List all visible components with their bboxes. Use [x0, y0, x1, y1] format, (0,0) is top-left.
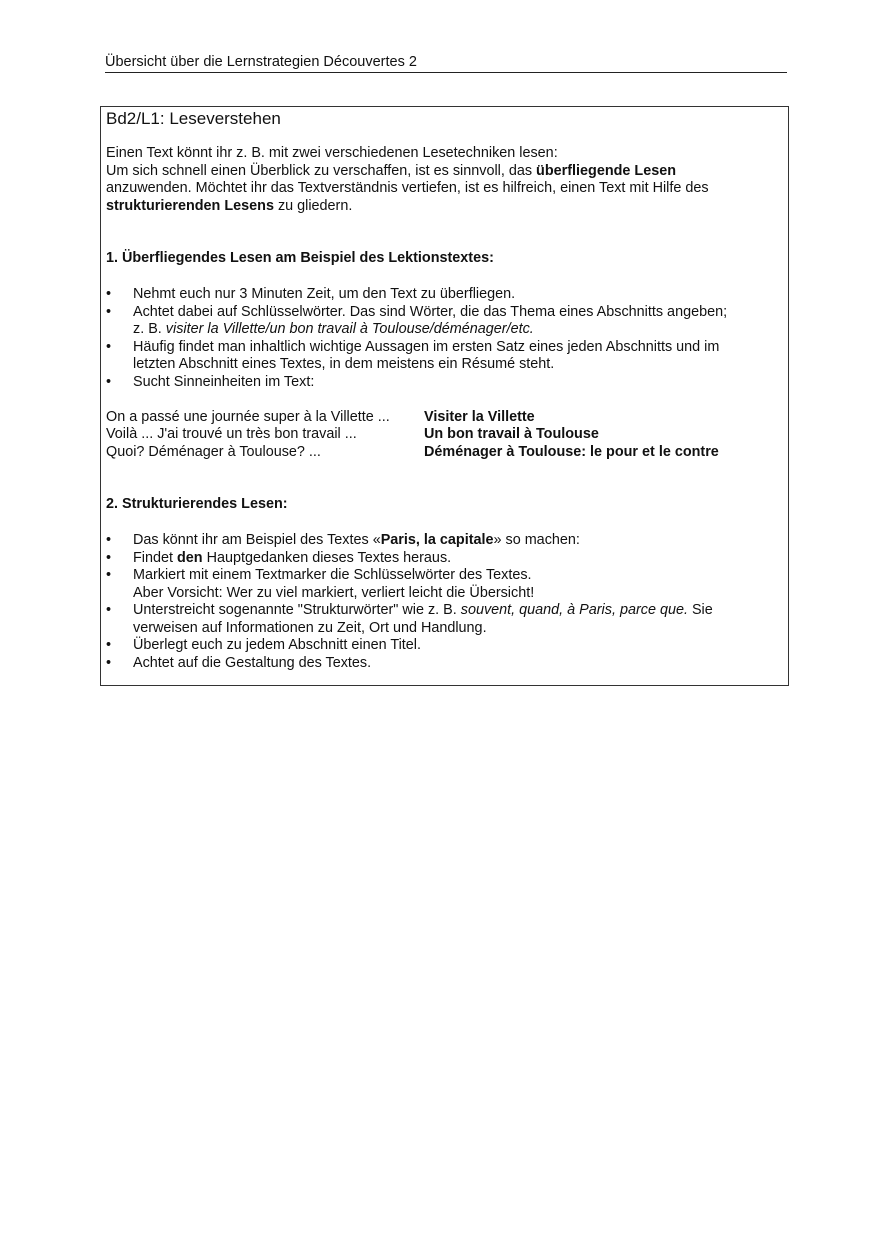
meaning-unit-row [106, 409, 781, 427]
list-item: • Überlegt euch zu jedem Abschnitt einen Titel. [106, 637, 781, 655]
meaning-unit-quote: On a passé une journée super à la Villette ... [106, 408, 390, 425]
intro-term-structuring: strukturierenden Lesens [106, 197, 274, 214]
meaning-units [106, 409, 781, 462]
intro-paragraph [106, 145, 781, 215]
list-item: • Nehmt euch nur 3 Minuten Zeit, um den Text zu überfliegen. [106, 286, 781, 304]
section-2-list [106, 532, 781, 673]
strategy-box [100, 106, 789, 686]
section-2-heading: 2. Strukturierendes Lesen: [106, 496, 288, 513]
structure-word-examples: souvent, quand, à Paris, parce que. [460, 602, 688, 619]
meaning-unit-row [106, 426, 781, 444]
intro-term-skimming: überfliegende Lesen [536, 162, 676, 179]
keyword-examples: visiter la Villette/un bon travail à Toulouse/déménager/etc. [165, 321, 534, 338]
list-item: • Sucht Sinneinheiten im Text: [106, 374, 781, 392]
list-item: • Häufig findet man inhaltlich wichtige Aussagen im ersten Satz eines jeden Abschnitts und im letzten Abschnitt eines Textes, in dem meistens ein Résumé steht. [106, 339, 781, 374]
list-item: • Achtet auf die Gestaltung des Textes. [106, 655, 781, 673]
intro-line-4: zu gliedern. [273, 197, 353, 214]
intro-line-2: Um sich schnell einen Überblick zu verschaffen, ist es sinnvoll, das [106, 162, 537, 179]
section-1-list [106, 286, 781, 392]
meaning-unit-title: Un bon travail à Toulouse [424, 426, 599, 443]
text-title-reference: Paris, la capitale [380, 531, 494, 548]
meaning-unit-quote: Voilà ... J'ai trouvé un très bon travail ... [106, 426, 357, 443]
page-header: Übersicht über die Lernstrategien Découvertes 2 [105, 53, 787, 73]
list-item: • Markiert mit einem Textmarker die Schlüsselwörter des Textes. Aber Vorsicht: Wer zu viel markiert, verliert leicht die Übersicht! [106, 567, 781, 602]
intro-line-3: anzuwenden. Möchtet ihr das Textverständnis vertiefen, ist es hilfreich, einen Text mit Hilfe des [106, 180, 709, 197]
meaning-unit-title: Déménager à Toulouse: le pour et le contre [424, 443, 719, 460]
box-title: Bd2/L1: Leseverstehen [106, 109, 281, 128]
list-item: • Unterstreicht sogenannte "Strukturwörter" wie z. B. souvent, quand, à Paris, parce que. Sie verweisen auf Informationen zu Zeit, Ort und Handlung. [106, 602, 781, 637]
meaning-unit-row [106, 444, 781, 462]
list-item: • Das könnt ihr am Beispiel des Textes «Paris, la capitale» so machen: [106, 532, 781, 550]
meaning-unit-title: Visiter la Villette [424, 408, 535, 425]
strategy-content [106, 107, 781, 673]
intro-line-1: Einen Text könnt ihr z. B. mit zwei verschiedenen Lesetechniken lesen: [106, 145, 558, 161]
list-item: • Achtet dabei auf Schlüsselwörter. Das sind Wörter, die das Thema eines Abschnitts angeben; z. B. visiter la Villette/un bon travail à Toulouse/déménager/etc. [106, 304, 781, 339]
meaning-unit-quote: Quoi? Déménager à Toulouse? ... [106, 443, 321, 460]
emphasis-den: den [177, 549, 203, 566]
section-1-heading: 1. Überfliegendes Lesen am Beispiel des Lektionstextes: [106, 250, 494, 267]
list-item: • Findet den Hauptgedanken dieses Textes heraus. [106, 550, 781, 568]
